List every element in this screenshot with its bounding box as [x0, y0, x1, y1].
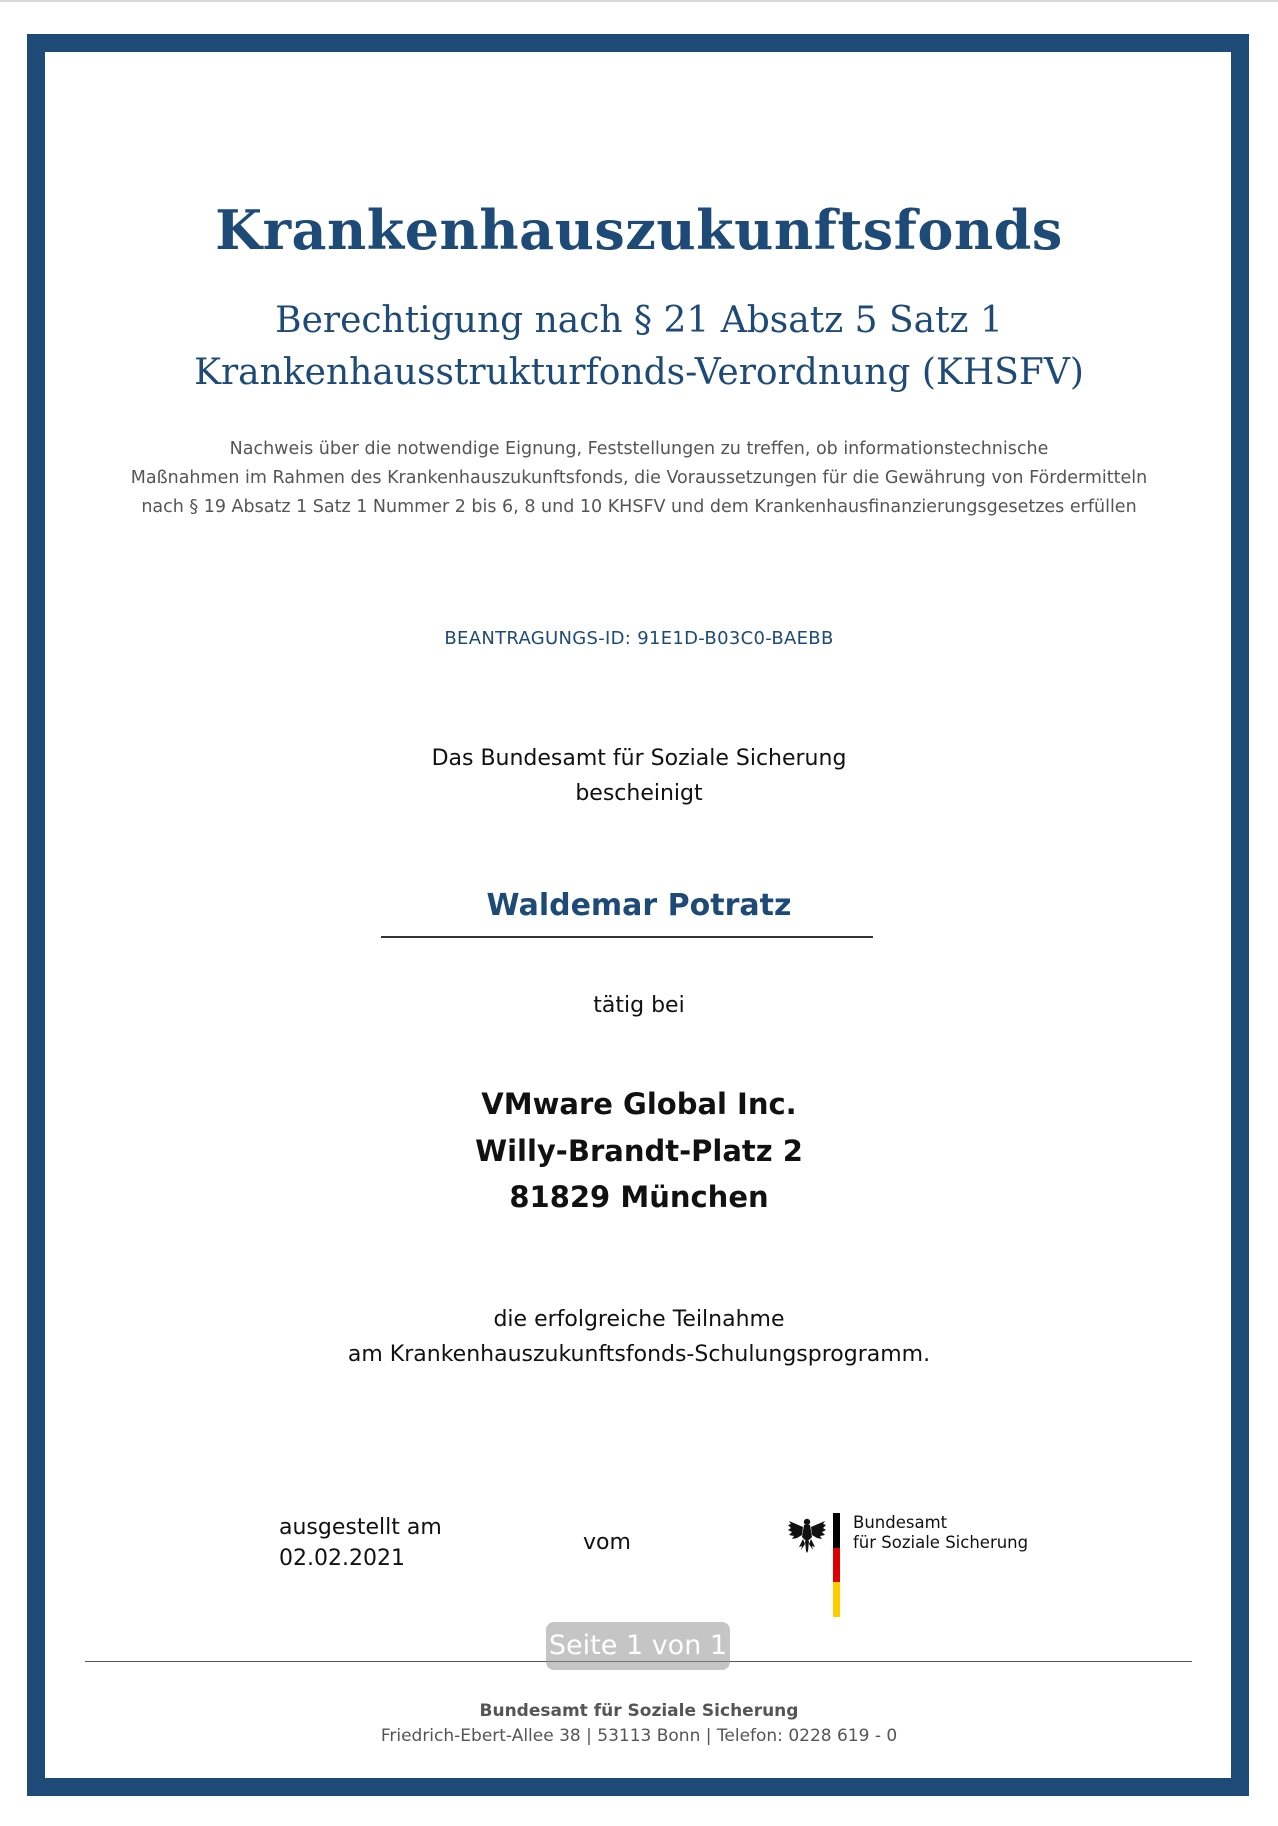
organization-city: 81829 München [509, 1180, 769, 1214]
certificate-title: Krankenhauszukunftsfonds [215, 198, 1063, 262]
description-line-1: Nachweis über die notwendige Eignung, Feststellungen zu treffen, ob informationstechnische [229, 439, 1049, 459]
issued-label: ausgestellt am [279, 1515, 442, 1540]
employed-at-label: tätig bei [593, 993, 685, 1018]
footer-organization: Bundesamt für Soziale Sicherung [479, 1701, 799, 1721]
description-line-3: nach § 19 Absatz 1 Satz 1 Nummer 2 bis 6, 8 und 10 KHSFV und dem Krankenhausfinanzierungsgesetzes erfüllen [141, 497, 1137, 517]
footer-address: Friedrich-Ebert-Allee 38 | 53113 Bonn | Telefon: 0228 619 - 0 [380, 1726, 898, 1746]
certifier-line-2: bescheinigt [575, 781, 703, 806]
description-line-2: Maßnahmen im Rahmen des Krankenhauszukunftsfonds, die Voraussetzungen für die Gewährung von Fördermitteln [130, 468, 1148, 488]
issued-by-label: vom [583, 1530, 631, 1555]
flag-stripe-black [833, 1513, 840, 1548]
flag-stripe-gold [833, 1582, 840, 1617]
federal-eagle-icon [787, 1515, 827, 1555]
certificate-subtitle-line-1: Berechtigung nach § 21 Absatz 5 Satz 1 [275, 300, 1003, 341]
logo-text-line-2: für Soziale Sicherung [853, 1533, 1029, 1552]
viewer-top-border [0, 0, 1278, 2]
issued-date: 02.02.2021 [279, 1546, 405, 1571]
logo-text-line-1: Bundesamt [853, 1513, 948, 1532]
organization-street: Willy-Brandt-Platz 2 [475, 1134, 803, 1168]
flag-stripe-red [833, 1548, 840, 1583]
certificate-subtitle-line-2: Krankenhausstrukturfonds-Verordnung (KHSFV) [194, 352, 1084, 393]
german-flag-bar [833, 1513, 840, 1617]
result-line-2: am Krankenhauszukunftsfonds-Schulungsprogramm. [347, 1342, 931, 1367]
organization-name: VMware Global Inc. [481, 1087, 797, 1121]
recipient-name-underline [381, 936, 873, 938]
recipient-name: Waldemar Potratz [486, 888, 792, 923]
certifier-line-1: Das Bundesamt für Soziale Sicherung [431, 746, 847, 771]
page-indicator: Seite 1 von 1 [546, 1622, 730, 1670]
bas-logo [787, 1513, 1029, 1619]
result-line-1: die erfolgreiche Teilnahme [493, 1307, 785, 1332]
application-id: BEANTRAGUNGS-ID: 91E1D-B03C0-BAEBB [444, 628, 834, 649]
